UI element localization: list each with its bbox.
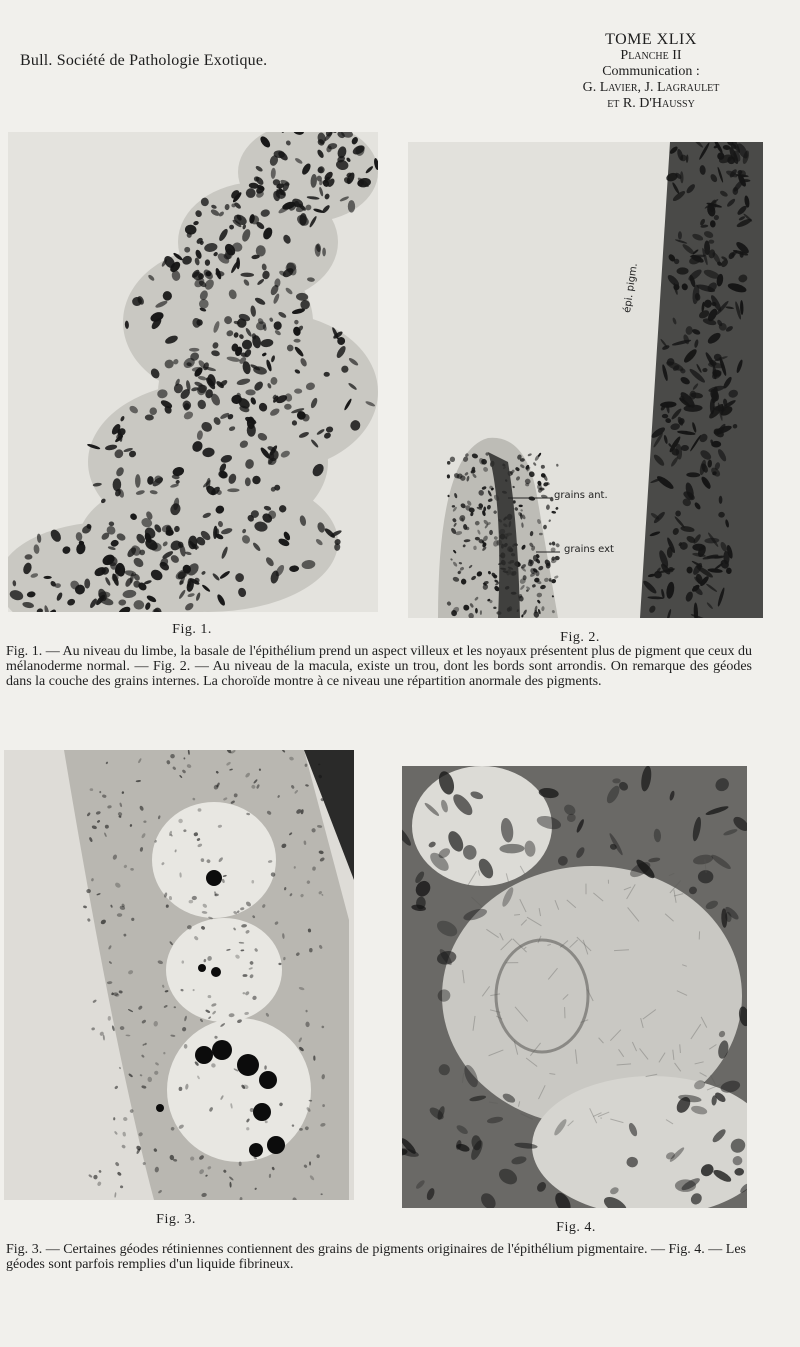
tome-number: TOME XLIX [605,31,697,48]
figure-2-label: Fig. 2. [560,630,600,645]
communication-label: Communication : [602,64,700,79]
planche-number: Planche II [620,48,682,63]
figure-1-label: Fig. 1. [172,622,212,637]
figure-4-label: Fig. 4. [556,1220,596,1235]
caption-figures-1-2: Fig. 1. — Au niveau du limbe, la basale de l'épithélium prend un aspect villeux et les noyaux présentent plus de pigment que ceux du mélanoderme normal. — Fig. 2. — Au niveau de la macula, existe un trou, dont les bords sont arrondis. On remarque des géodes dans la couche des grains internes. La choroïde montre à ce niveau une répartition anormale des pigments. [6,644,752,689]
journal-title: Bull. Société de Pathologie Exotique. [20,52,268,69]
figure-2-photo [408,142,763,618]
plate-info [536,32,766,112]
authors-line-2: et R. D'Haussy [607,96,695,111]
annotation-grains-ext: grains ext [564,544,614,555]
figure-1-photo [8,132,378,612]
figure-3-micrograph [4,750,354,1200]
caption-figures-3-4: Fig. 3. — Certaines géodes rétiniennes contiennent des grains de pigments originaires de l'épithélium pigmentaire. — Fig. 4. — Les géodes sont parfois remplies d'un liquide fibrineux. [6,1242,746,1272]
figure-4-micrograph [402,766,747,1208]
figure-3-photo [4,750,354,1200]
annotation-grains-ant: grains ant. [554,490,608,501]
figure-4-photo [402,766,747,1208]
annotation-epi-pigm: épi. pigm. [622,262,640,314]
figure-1-micrograph [8,132,378,612]
figure-3-label: Fig. 3. [156,1212,196,1227]
authors-line-1: G. Lavier, J. Lagraulet [582,80,720,95]
